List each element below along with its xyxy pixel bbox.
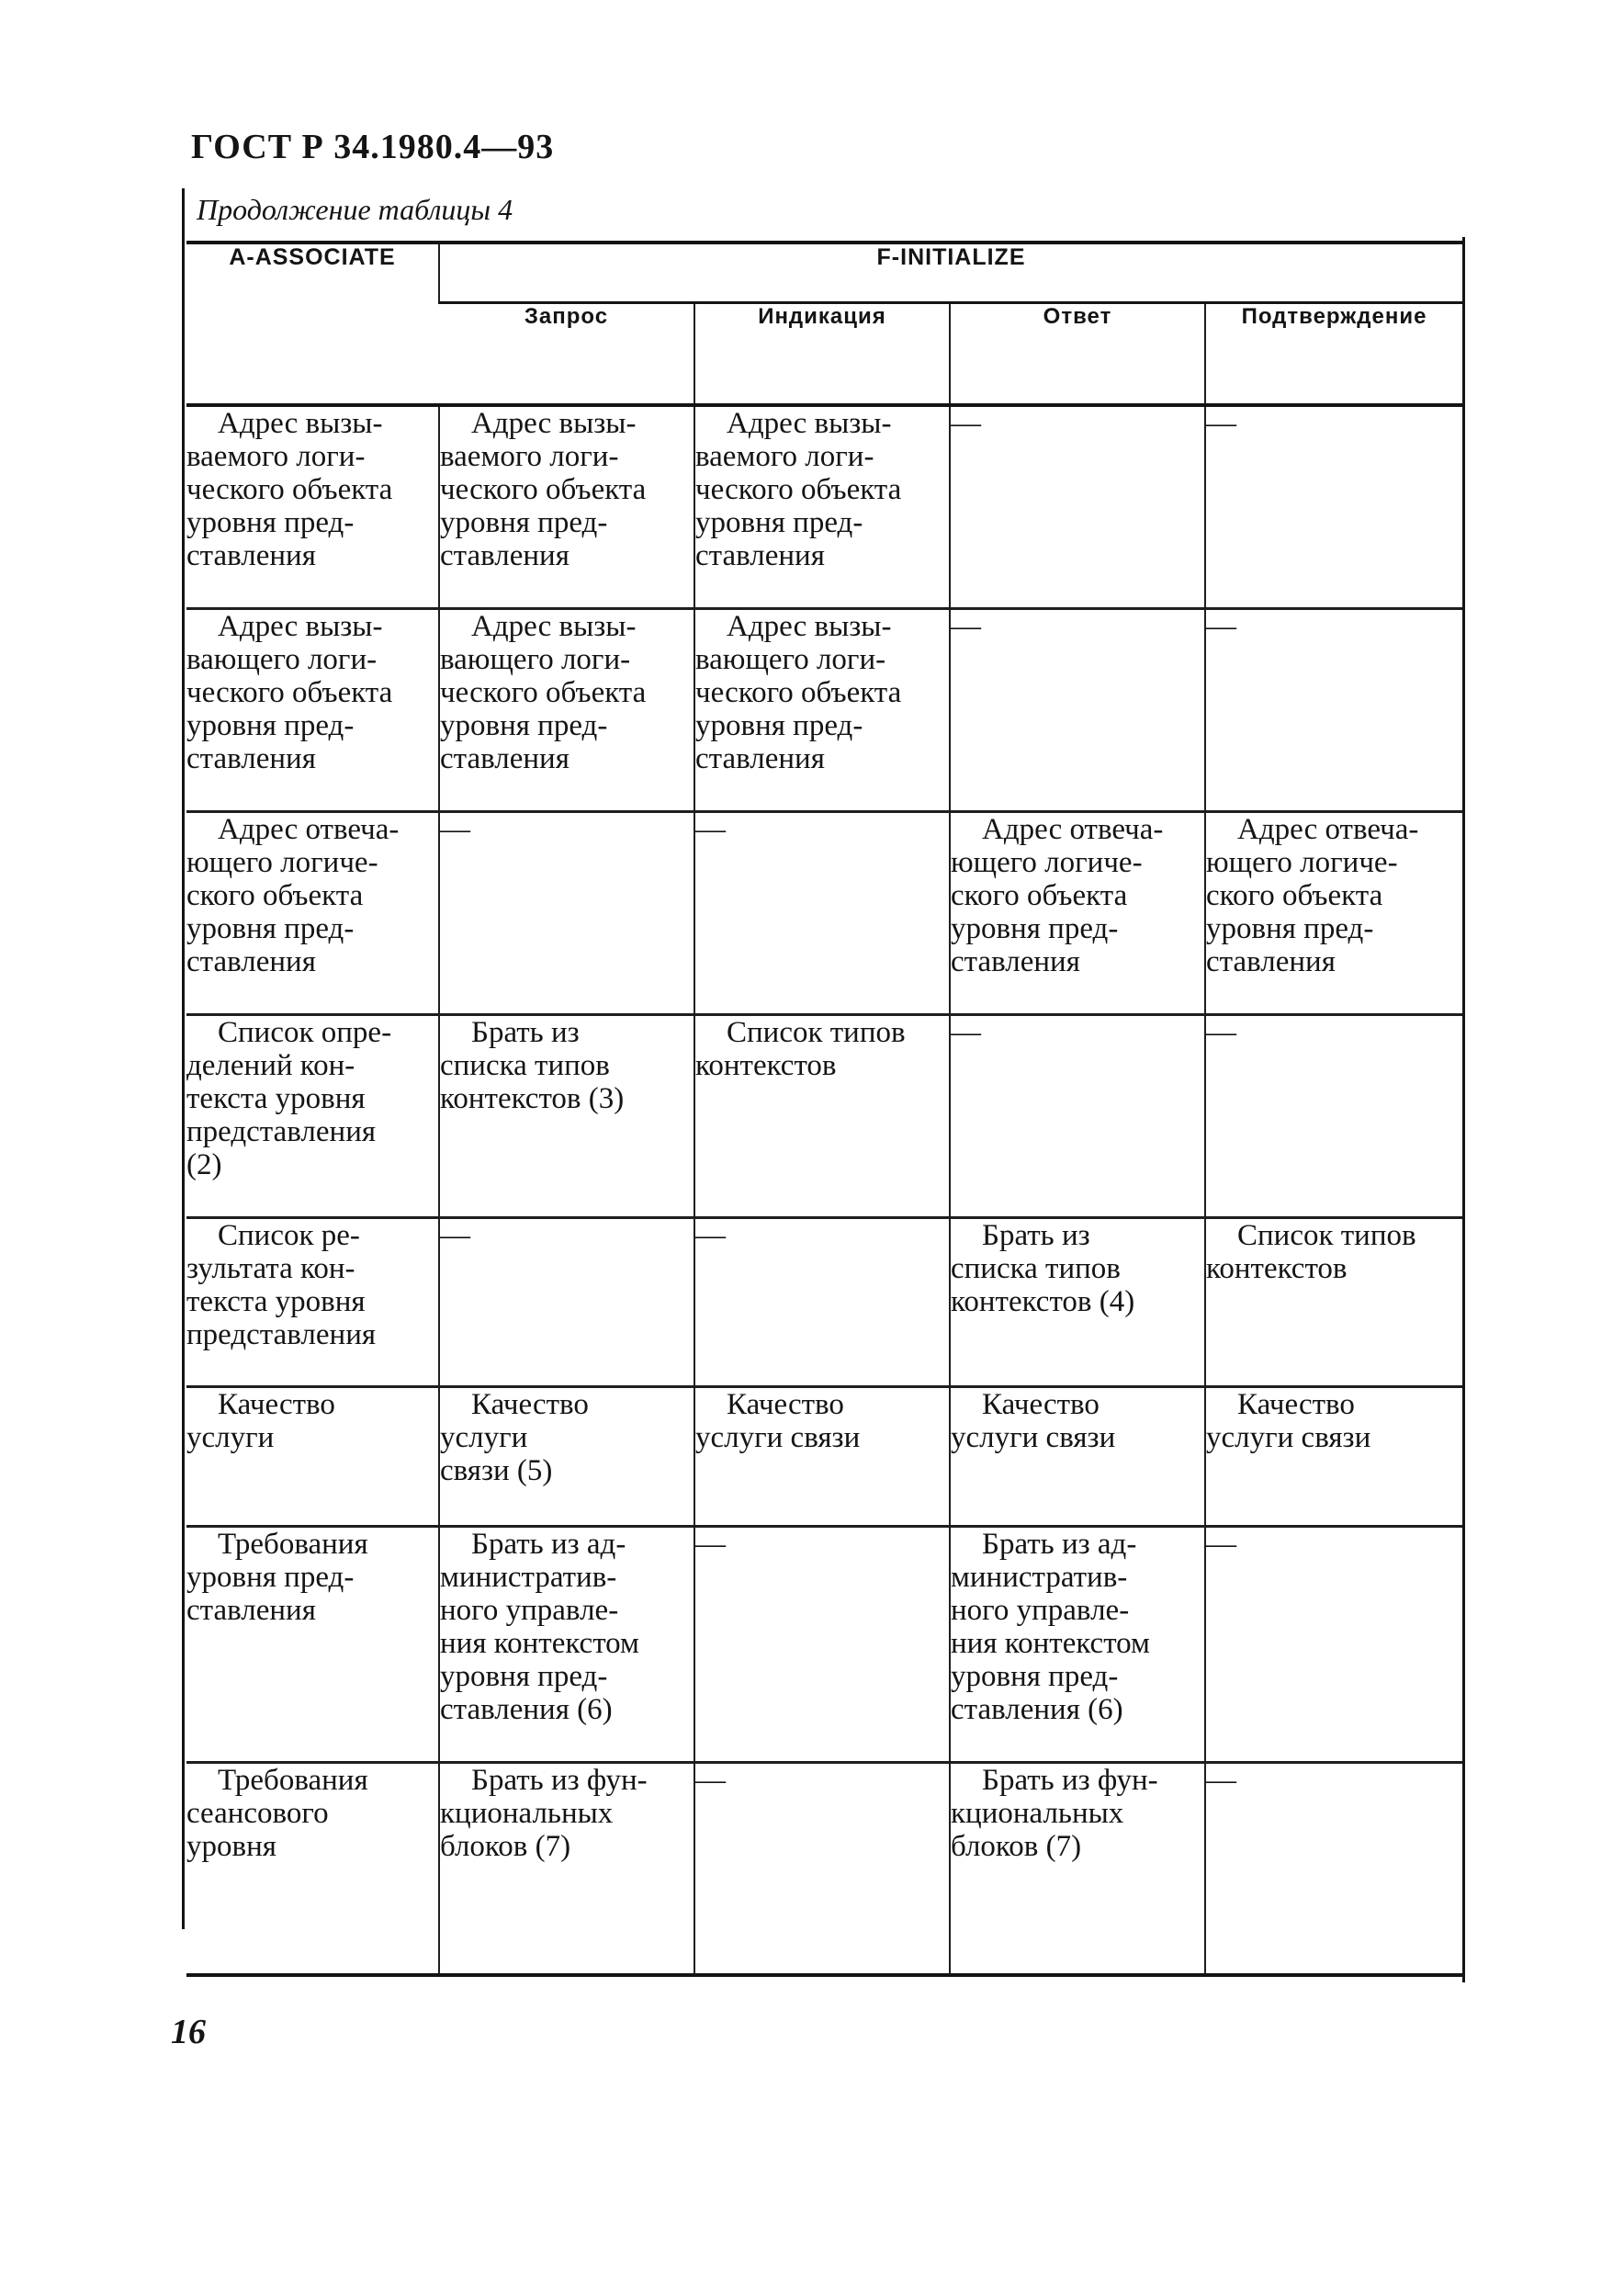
cell-text-line: Брать из фун- bbox=[982, 1763, 1158, 1797]
table-row bbox=[186, 1762, 1462, 1975]
cell-response bbox=[950, 405, 1205, 608]
cell-text-line: министратив- bbox=[440, 1560, 617, 1594]
left-margin-rule bbox=[182, 188, 185, 1929]
cell-text-line: ваемого логи- bbox=[186, 440, 366, 473]
table-row bbox=[186, 1014, 1462, 1217]
cell-confirmation bbox=[1205, 1762, 1462, 1975]
cell-text-line: уровня пред- bbox=[186, 1560, 355, 1594]
cell-text-line: ставления bbox=[1206, 944, 1336, 978]
cell-text-line: уровня пред- bbox=[186, 911, 355, 945]
cell-text-line: контекстов bbox=[1206, 1251, 1348, 1285]
table-row bbox=[186, 1386, 1462, 1526]
cell-text-line: ческого объекта bbox=[440, 675, 647, 709]
cell-text-line: услуги связи bbox=[695, 1420, 861, 1454]
cell-text-line: ческого объекта bbox=[186, 473, 393, 506]
table-row bbox=[186, 811, 1462, 1014]
cell-text-line: уровня пред- bbox=[695, 708, 863, 742]
cell-text-line: уровня пред- bbox=[951, 1659, 1119, 1693]
cell-confirmation bbox=[1205, 1526, 1462, 1762]
cell-text-line: Брать из ад- bbox=[471, 1527, 626, 1561]
dash-mark: — bbox=[695, 1527, 726, 1561]
row-parameter-name bbox=[186, 1762, 439, 1975]
cell-confirmation bbox=[1205, 1386, 1462, 1526]
cell-text-line: текста уровня bbox=[186, 1081, 366, 1115]
cell-text-line: ставления bbox=[186, 944, 316, 978]
cell-confirmation bbox=[1205, 1217, 1462, 1386]
cell-text-line: блоков (7) bbox=[440, 1829, 571, 1863]
cell-text-line: ского объекта bbox=[951, 878, 1128, 912]
cell-text-line: Требования bbox=[218, 1763, 368, 1797]
cell-confirmation bbox=[1205, 1014, 1462, 1217]
cell-text-line: текста уровня bbox=[186, 1284, 366, 1318]
cell-text-line: ставления bbox=[440, 741, 570, 775]
cell-text-line: уровня bbox=[186, 1829, 276, 1863]
cell-request bbox=[439, 405, 694, 608]
cell-text-line: Адрес вызы- bbox=[471, 609, 637, 643]
cell-text-line: ского объекта bbox=[186, 878, 364, 912]
cell-text-line: Адрес отвеча- bbox=[982, 812, 1164, 846]
cell-text-line: Адрес вызы- bbox=[218, 609, 383, 643]
cell-text-line: Список ре- bbox=[218, 1218, 360, 1252]
cell-response bbox=[950, 1386, 1205, 1526]
cell-text-line: Список типов bbox=[1237, 1218, 1416, 1252]
cell-text-line: ваемого логи- bbox=[695, 440, 874, 473]
dash-mark: — bbox=[440, 1218, 470, 1252]
cell-indication bbox=[694, 1762, 950, 1975]
row-parameter-name bbox=[186, 1386, 439, 1526]
cell-text-line: Требования bbox=[218, 1527, 368, 1561]
cell-text-line: ческого объекта bbox=[695, 675, 902, 709]
table-row bbox=[186, 1526, 1462, 1762]
dash-mark: — bbox=[951, 1015, 981, 1049]
cell-text-line: ставления bbox=[440, 539, 570, 572]
col-header-response: Ответ bbox=[950, 303, 1205, 406]
cell-text-line: вающего логи- bbox=[186, 642, 378, 676]
cell-request bbox=[439, 1217, 694, 1386]
col-header-confirmation: Подтверждение bbox=[1205, 303, 1462, 406]
dash-mark: — bbox=[1206, 609, 1236, 643]
cell-text-line: ческого объекта bbox=[440, 473, 647, 506]
group-header-f-initialize: F-INITIALIZE bbox=[439, 243, 1462, 303]
cell-text-line: представления bbox=[186, 1317, 377, 1351]
cell-text-line: делений кон- bbox=[186, 1048, 355, 1082]
cell-text-line: Качество bbox=[727, 1387, 844, 1421]
dash-mark: — bbox=[695, 1218, 726, 1252]
cell-response bbox=[950, 811, 1205, 1014]
cell-text-line: ставления bbox=[951, 944, 1080, 978]
row-parameter-name bbox=[186, 1014, 439, 1217]
cell-text-line: Качество bbox=[471, 1387, 589, 1421]
cell-text-line: ставления bbox=[186, 1593, 316, 1627]
cell-request bbox=[439, 608, 694, 811]
cell-indication bbox=[694, 1386, 950, 1526]
cell-text-line: Адрес вызы- bbox=[727, 407, 892, 440]
cell-text-line: ния контекстом bbox=[440, 1626, 639, 1660]
table-body bbox=[186, 405, 1462, 1975]
cell-response bbox=[950, 1526, 1205, 1762]
dash-mark: — bbox=[695, 812, 726, 846]
cell-text-line: услуги связи bbox=[951, 1420, 1116, 1454]
cell-text-line: Список опре- bbox=[218, 1015, 392, 1049]
cell-request bbox=[439, 1014, 694, 1217]
interface-mapping-table bbox=[186, 241, 1462, 1977]
cell-confirmation bbox=[1205, 811, 1462, 1014]
cell-text-line: уровня пред- bbox=[440, 708, 608, 742]
cell-text-line: Брать из bbox=[471, 1015, 580, 1049]
cell-indication bbox=[694, 1526, 950, 1762]
cell-text-line: услуги bbox=[186, 1420, 275, 1454]
cell-text-line: ставления (6) bbox=[951, 1692, 1123, 1726]
row-parameter-name bbox=[186, 1217, 439, 1386]
cell-text-line: Адрес отвеча- bbox=[1237, 812, 1419, 846]
cell-text-line: Адрес вызы- bbox=[727, 609, 892, 643]
col-header-a-associate: A-ASSOCIATE bbox=[186, 243, 439, 405]
row-parameter-name bbox=[186, 405, 439, 608]
col-header-indication: Индикация bbox=[694, 303, 950, 406]
cell-text-line: ного управле- bbox=[951, 1593, 1130, 1627]
cell-text-line: ющего логиче- bbox=[951, 845, 1143, 879]
cell-response bbox=[950, 1762, 1205, 1975]
cell-text-line: Список типов bbox=[727, 1015, 906, 1049]
cell-confirmation bbox=[1205, 608, 1462, 811]
dash-mark: — bbox=[951, 609, 981, 643]
cell-text-line: ния контекстом bbox=[951, 1626, 1150, 1660]
dash-mark: — bbox=[951, 407, 981, 440]
cell-text-line: уровня пред- bbox=[186, 506, 355, 539]
cell-indication bbox=[694, 608, 950, 811]
cell-text-line: ющего логиче- bbox=[186, 845, 378, 879]
cell-text-line: Брать из bbox=[982, 1218, 1090, 1252]
cell-response bbox=[950, 608, 1205, 811]
page-number: 16 bbox=[171, 2013, 206, 2051]
cell-text-line: ставления bbox=[186, 539, 316, 572]
col-header-request: Запрос bbox=[439, 303, 694, 406]
cell-indication bbox=[694, 1217, 950, 1386]
cell-text-line: Качество bbox=[1237, 1387, 1355, 1421]
table-row bbox=[186, 405, 1462, 608]
cell-text-line: Адрес отвеча- bbox=[218, 812, 400, 846]
cell-text-line: уровня пред- bbox=[440, 506, 608, 539]
cell-text-line: Качество bbox=[982, 1387, 1100, 1421]
cell-request bbox=[439, 811, 694, 1014]
cell-text-line: уровня пред- bbox=[1206, 911, 1374, 945]
cell-request bbox=[439, 1762, 694, 1975]
cell-text-line: услуги bbox=[440, 1420, 528, 1454]
cell-text-line: Брать из ад- bbox=[982, 1527, 1137, 1561]
table-row bbox=[186, 1217, 1462, 1386]
cell-text-line: связи (5) bbox=[440, 1453, 553, 1487]
cell-text-line: ставления bbox=[695, 539, 825, 572]
row-parameter-name bbox=[186, 608, 439, 811]
cell-text-line: кциональных bbox=[440, 1796, 614, 1830]
cell-indication bbox=[694, 1014, 950, 1217]
document-id: ГОСТ Р 34.1980.4—93 bbox=[191, 128, 555, 166]
cell-text-line: услуги связи bbox=[1206, 1420, 1371, 1454]
cell-text-line: блоков (7) bbox=[951, 1829, 1082, 1863]
dash-mark: — bbox=[1206, 407, 1236, 440]
dash-mark: — bbox=[440, 812, 470, 846]
cell-request bbox=[439, 1386, 694, 1526]
cell-text-line: кциональных bbox=[951, 1796, 1124, 1830]
cell-confirmation bbox=[1205, 405, 1462, 608]
cell-text-line: ного управле- bbox=[440, 1593, 619, 1627]
cell-text-line: списка типов bbox=[440, 1048, 610, 1082]
cell-text-line: ставления bbox=[695, 741, 825, 775]
cell-text-line: ческого объекта bbox=[695, 473, 902, 506]
cell-text-line: представления bbox=[186, 1114, 377, 1148]
cell-text-line: ющего логиче- bbox=[1206, 845, 1398, 879]
cell-text-line: Адрес вызы- bbox=[218, 407, 383, 440]
cell-text-line: министратив- bbox=[951, 1560, 1128, 1594]
dash-mark: — bbox=[1206, 1763, 1236, 1797]
cell-text-line: контекстов (4) bbox=[951, 1284, 1135, 1318]
dash-mark: — bbox=[1206, 1015, 1236, 1049]
cell-text-line: уровня пред- bbox=[186, 708, 355, 742]
cell-text-line: контекстов bbox=[695, 1048, 837, 1082]
cell-text-line: контекстов (3) bbox=[440, 1081, 625, 1115]
cell-text-line: ставления (6) bbox=[440, 1692, 613, 1726]
table-caption: Продолжение таблицы 4 bbox=[197, 193, 513, 226]
cell-text-line: уровня пред- bbox=[695, 506, 863, 539]
row-parameter-name bbox=[186, 811, 439, 1014]
cell-response bbox=[950, 1217, 1205, 1386]
dash-mark: — bbox=[1206, 1527, 1236, 1561]
cell-text-line: ческого объекта bbox=[186, 675, 393, 709]
table-row bbox=[186, 608, 1462, 811]
dash-mark: — bbox=[695, 1763, 726, 1797]
cell-text-line: списка типов bbox=[951, 1251, 1121, 1285]
cell-text-line: ставления bbox=[186, 741, 316, 775]
cell-text-line: Адрес вызы- bbox=[471, 407, 637, 440]
cell-indication bbox=[694, 811, 950, 1014]
cell-text-line: ваемого логи- bbox=[440, 440, 619, 473]
cell-text-line: вающего логи- bbox=[695, 642, 886, 676]
row-parameter-name bbox=[186, 1526, 439, 1762]
cell-text-line: уровня пред- bbox=[951, 911, 1119, 945]
cell-response bbox=[950, 1014, 1205, 1217]
cell-text-line: вающего логи- bbox=[440, 642, 631, 676]
right-margin-rule bbox=[1462, 237, 1465, 1982]
cell-text-line: зультата кон- bbox=[186, 1251, 355, 1285]
cell-text-line: сеансового bbox=[186, 1796, 329, 1830]
cell-text-line: Качество bbox=[218, 1387, 335, 1421]
cell-indication bbox=[694, 405, 950, 608]
cell-text-line: уровня пред- bbox=[440, 1659, 608, 1693]
cell-request bbox=[439, 1526, 694, 1762]
cell-text-line: Брать из фун- bbox=[471, 1763, 648, 1797]
cell-text-line: (2) bbox=[186, 1147, 222, 1181]
cell-text-line: ского объекта bbox=[1206, 878, 1383, 912]
